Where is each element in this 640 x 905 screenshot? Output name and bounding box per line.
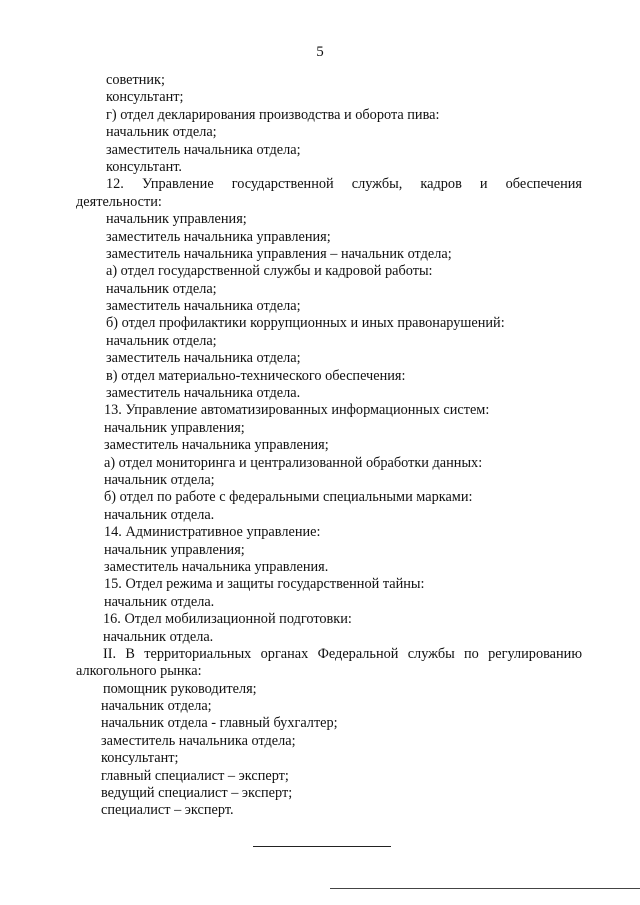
- text-line: г) отдел декларирования производства и оборота пива:: [106, 106, 440, 123]
- text-line: советник;: [106, 72, 165, 88]
- text-line: начальник управления;: [104, 541, 245, 558]
- document-body: [76, 72, 582, 820]
- text-line: 12. Управление государственной службы, кадров и обеспечения: [106, 176, 582, 193]
- text-line: деятельности:: [76, 193, 162, 210]
- text-line: 16. Отдел мобилизационной подготовки:: [103, 611, 352, 628]
- text-line: начальник отдела.: [104, 593, 215, 610]
- text-line: а) отдел государственной службы и кадровой работы:: [106, 263, 433, 280]
- text-line: заместитель начальника управления;: [104, 437, 329, 454]
- text-line: II. В территориальных органах Федеральной службы по регулированию: [103, 645, 582, 662]
- text-line: в) отдел материально-технического обеспечения:: [106, 367, 406, 384]
- text-line: заместитель начальника отдела;: [106, 298, 301, 315]
- text-line: ведущий специалист – эксперт;: [101, 785, 293, 802]
- text-line: начальник управления;: [104, 419, 245, 436]
- text-line: заместитель начальника управления – начальник отдела;: [106, 245, 452, 262]
- page-number: 5: [316, 44, 324, 60]
- text-line: консультант;: [101, 750, 179, 767]
- text-line: 13. Управление автоматизированных информационных систем:: [104, 402, 490, 419]
- text-line: б) отдел профилактики коррупционных и иных правонарушений:: [106, 315, 505, 332]
- text-line: заместитель начальника отдела;: [106, 350, 301, 367]
- text-line: заместитель начальника управления.: [104, 558, 329, 575]
- text-line: начальник управления;: [106, 211, 247, 228]
- text-line: начальник отдела.: [103, 628, 214, 645]
- text-line: 14. Административное управление:: [104, 524, 321, 541]
- text-line: 15. Отдел режима и защиты государственной тайны:: [104, 576, 425, 593]
- text-line: начальник отдела;: [104, 471, 215, 488]
- text-line: специалист – эксперт.: [101, 802, 234, 819]
- text-line: консультант.: [106, 158, 182, 175]
- text-line: начальник отдела - главный бухгалтер;: [101, 715, 338, 732]
- text-line: консультант;: [106, 89, 184, 106]
- scan-edge-line: [330, 888, 640, 889]
- text-line: начальник отдела;: [106, 332, 217, 349]
- text-line: заместитель начальника управления;: [106, 228, 331, 245]
- text-line: б) отдел по работе с федеральными специальными марками:: [104, 489, 473, 506]
- text-line: начальник отдела.: [104, 506, 215, 523]
- text-line: заместитель начальника отдела;: [101, 732, 296, 749]
- text-line: начальник отдела;: [101, 698, 212, 715]
- text-line: главный специалист – эксперт;: [101, 767, 289, 784]
- text-line: начальник отдела;: [106, 124, 217, 141]
- text-line: а) отдел мониторинга и централизованной обработки данных:: [104, 454, 483, 471]
- text-line: помощник руководителя;: [103, 680, 257, 697]
- text-line: заместитель начальника отдела.: [106, 385, 301, 402]
- end-separator-line: [253, 846, 391, 847]
- text-line: алкогольного рынка:: [76, 663, 202, 680]
- text-line: заместитель начальника отдела;: [106, 141, 301, 158]
- text-line: начальник отдела;: [106, 280, 217, 297]
